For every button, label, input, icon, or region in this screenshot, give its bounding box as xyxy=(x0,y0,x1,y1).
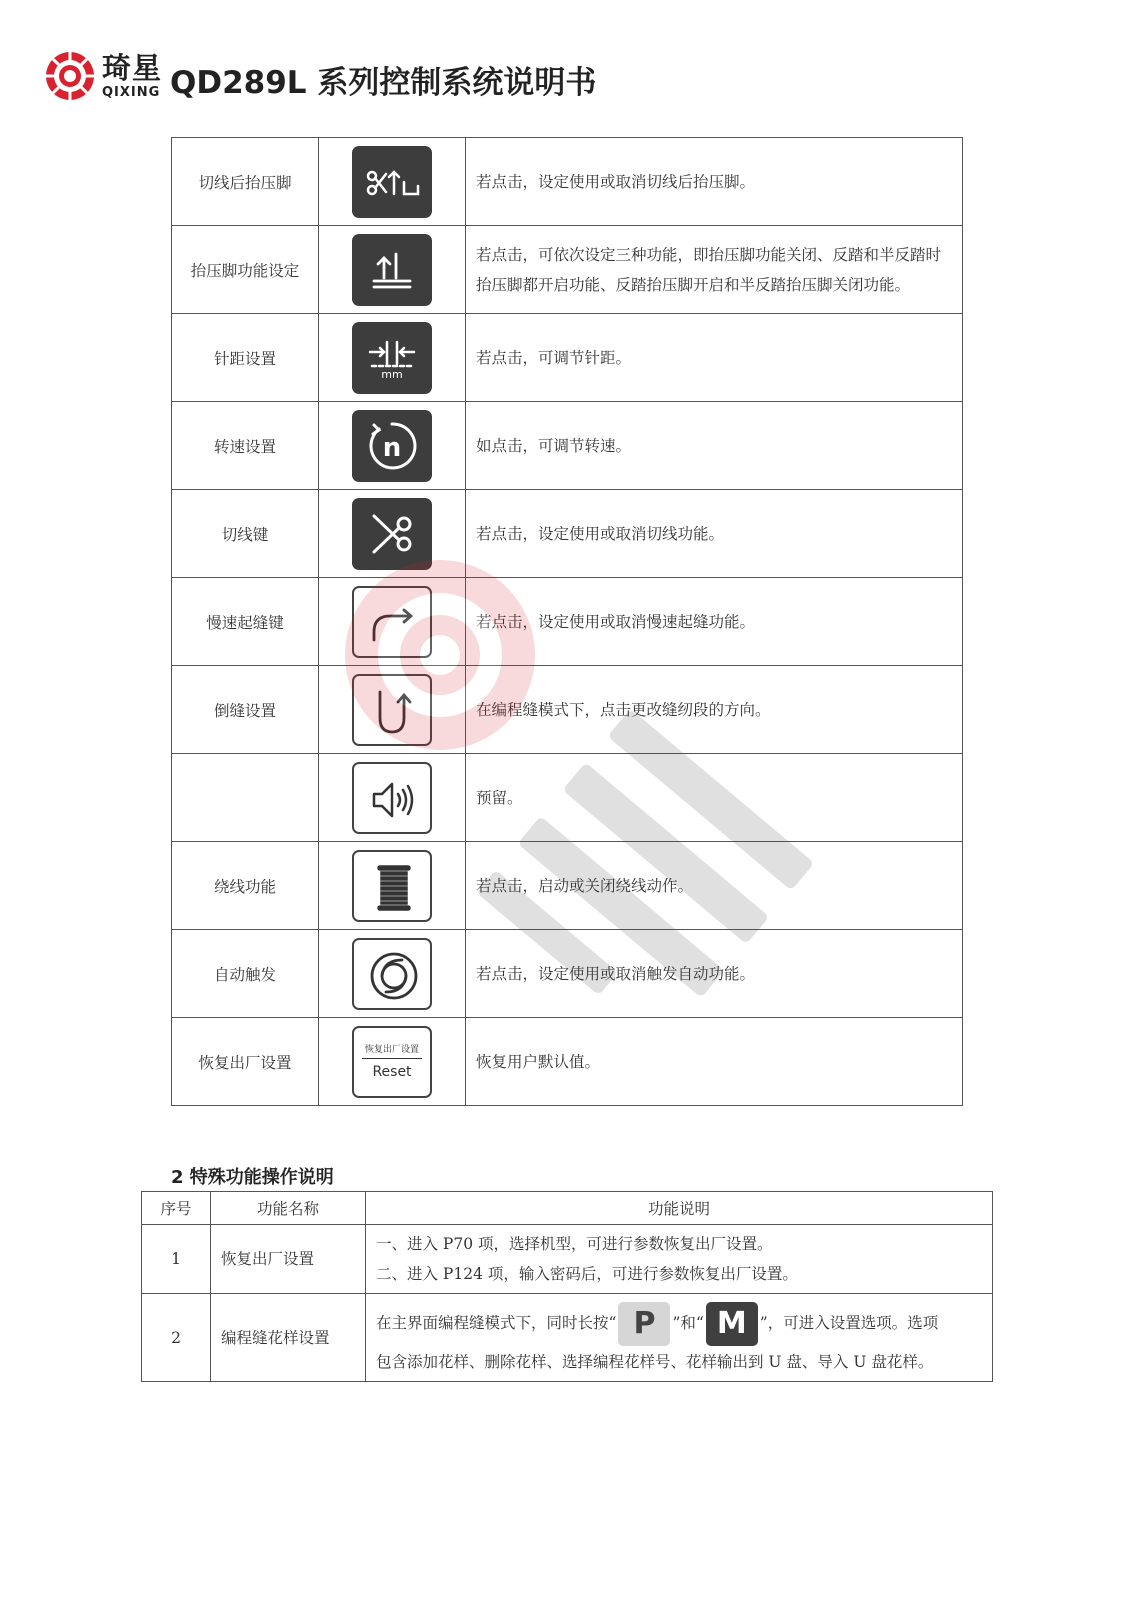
function-name: 针距设置 xyxy=(172,314,319,402)
function-name: 慢速起缝键 xyxy=(172,578,319,666)
function-name: 自动触发 xyxy=(172,930,319,1018)
brand-name-en: QIXING xyxy=(102,84,161,100)
table-row xyxy=(172,842,963,930)
table-row xyxy=(172,754,963,842)
function-name: 编程缝花样设置 xyxy=(211,1294,366,1382)
reset-icon-divider xyxy=(362,1058,422,1059)
page-header xyxy=(44,48,596,104)
brand-block xyxy=(102,50,163,100)
auto-trigger-icon xyxy=(352,938,432,1010)
svg-text:mm: mm xyxy=(381,367,403,381)
table-row xyxy=(142,1294,993,1382)
reset-icon-label-en: Reset xyxy=(372,1063,412,1080)
stitch-length-mm-icon xyxy=(352,322,432,394)
bobbin-winder-icon xyxy=(352,850,432,922)
table-row xyxy=(172,138,963,226)
desc-line: 二、进入 P124 项，输入密码后，可进行参数恢复出厂设置。 xyxy=(376,1265,798,1283)
function-name xyxy=(172,754,319,842)
scissors-icon xyxy=(352,498,432,570)
reset-icon-label-cn: 恢复出厂设置 xyxy=(364,1044,419,1055)
desc-text: ”和“ xyxy=(672,1313,704,1332)
speaker-icon xyxy=(352,762,432,834)
table-row xyxy=(172,930,963,1018)
p-key-icon: P xyxy=(618,1302,670,1346)
function-name: 切线键 xyxy=(172,490,319,578)
function-description: 若点击，设定使用或取消切线后抬压脚。 xyxy=(466,138,963,226)
svg-text:n: n xyxy=(382,432,402,463)
table-row xyxy=(172,490,963,578)
function-name: 绕线功能 xyxy=(172,842,319,930)
table-row xyxy=(142,1225,993,1294)
table-row xyxy=(172,402,963,490)
soft-start-curve-icon xyxy=(352,586,432,658)
desc-line: 一、进入 P70 项，选择机型，可进行参数恢复出厂设置。 xyxy=(376,1235,773,1253)
function-name: 恢复出厂设置 xyxy=(172,1018,319,1106)
factory-reset-icon xyxy=(352,1026,432,1098)
function-description: 若点击，设定使用或取消切线功能。 xyxy=(466,490,963,578)
desc-text: ”，可进入设置选项。选项 xyxy=(759,1313,939,1332)
function-description: 在编程缝模式下，点击更改缝纫段的方向。 xyxy=(466,666,963,754)
function-description: 若点击，设定使用或取消触发自动功能。 xyxy=(466,930,963,1018)
m-key-icon: M xyxy=(706,1302,758,1346)
table-row xyxy=(172,314,963,402)
function-name: 抬压脚功能设定 xyxy=(172,226,319,314)
table-row xyxy=(172,578,963,666)
speed-n-icon xyxy=(352,410,432,482)
reverse-stitch-u-icon xyxy=(352,674,432,746)
thread-cut-presser-lift-icon xyxy=(352,146,432,218)
row-number: 1 xyxy=(142,1225,211,1294)
function-description: 若点击，可调节针距。 xyxy=(466,314,963,402)
document-title: QD289L 系列控制系统说明书 xyxy=(170,64,597,101)
function-description xyxy=(366,1225,993,1294)
brand-name-cn: 琦星 xyxy=(102,50,163,85)
function-icon-table xyxy=(171,137,963,1106)
function-description xyxy=(366,1294,993,1382)
function-name: 转速设置 xyxy=(172,402,319,490)
desc-text: 在主界面编程缝模式下，同时长按“ xyxy=(376,1313,617,1332)
desc-line: 包含添加花样、删除花样、选择编程花样号、花样输出到 U 盘、导入 U 盘花样。 xyxy=(376,1352,934,1371)
section-title: 2 特殊功能操作说明 xyxy=(171,1167,334,1188)
column-header-desc: 功能说明 xyxy=(366,1192,993,1225)
qixing-logo-icon xyxy=(44,50,96,102)
column-header-no: 序号 xyxy=(142,1192,211,1225)
table-row xyxy=(172,666,963,754)
function-description: 预留。 xyxy=(466,754,963,842)
desc-line xyxy=(376,1299,982,1347)
row-number: 2 xyxy=(142,1294,211,1382)
function-description: 若点击，设定使用或取消慢速起缝功能。 xyxy=(466,578,963,666)
column-header-name: 功能名称 xyxy=(211,1192,366,1225)
function-name: 切线后抬压脚 xyxy=(172,138,319,226)
function-description: 如点击，可调节转速。 xyxy=(466,402,963,490)
table-header-row xyxy=(142,1192,993,1225)
presser-foot-lift-icon xyxy=(352,234,432,306)
table-row xyxy=(172,226,963,314)
function-description: 若点击，可依次设定三种功能，即抬压脚功能关闭、反踏和半反踏时抬压脚都开启功能、反踏抬压脚开启和半反踏抬压脚关闭功能。 xyxy=(466,226,963,314)
function-description: 恢复用户默认值。 xyxy=(466,1018,963,1106)
function-name: 恢复出厂设置 xyxy=(211,1225,366,1294)
function-description: 若点击，启动或关闭绕线动作。 xyxy=(466,842,963,930)
function-name: 倒缝设置 xyxy=(172,666,319,754)
table-row xyxy=(172,1018,963,1106)
special-function-table xyxy=(141,1191,993,1382)
